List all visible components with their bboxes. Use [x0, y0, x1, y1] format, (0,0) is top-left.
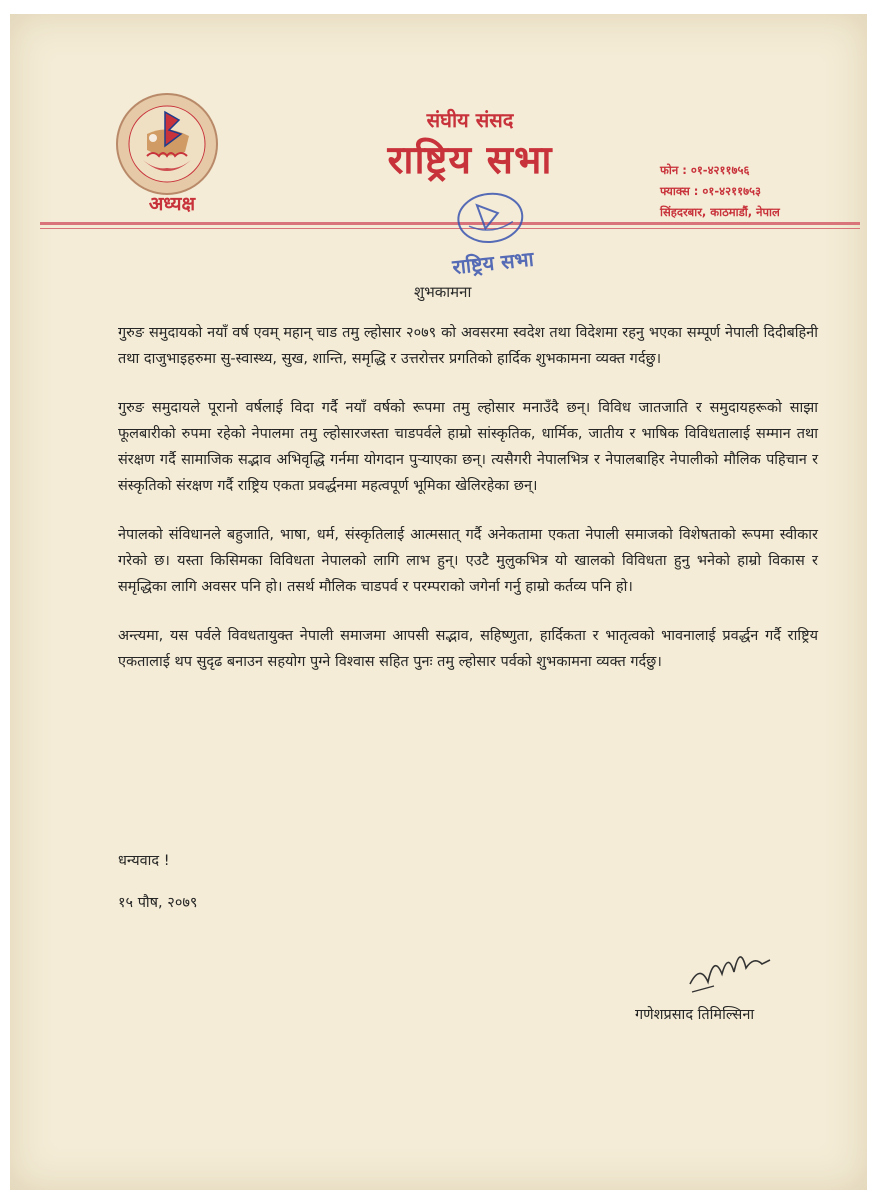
stamp-text: राष्ट्रिय सभा: [451, 246, 535, 280]
letter-body: [118, 320, 818, 698]
phone-number: फोन : ०१-४२११७५६: [660, 163, 750, 177]
letter-subject: शुभकामना: [414, 283, 472, 301]
paragraph: गुरुङ समुदायको नयाँ वर्ष एवम् महान् चाड तमु ल्होसार २०७९ को अवसरमा स्वदेश तथा विदेशमा रहनु भएका सम्पूर्ण नेपाली दिदीबहिनी तथा दाजुभाइहरुमा सु-स्वास्थ्य, सुख, शान्ति, समृद्धि र उत्तरोत्तर प्रगतिको हार्दिक शुभकामना व्यक्त गर्दछु।: [118, 325, 818, 367]
signer-name: गणेशप्रसाद तिमिल्सिना: [635, 1007, 755, 1023]
house-name: राष्ट्रिय सभा: [387, 138, 553, 183]
letter-date: १५ पौष, २०७९: [118, 895, 198, 911]
paragraph: गुरुङ समुदायले पूरानो वर्षलाई विदा गर्दै नयाँ वर्षको रूपमा तमु ल्होसार मनाउँदै छन्। विविध जातजाति र समुदायहरूको साझा फूलबारीको रुपमा रहेको नेपालमा तमु ल्होसारजस्ता चाडपर्वले हाम्रो सांस्कृतिक, धार्मिक, जातीय र भाषिक विविधतालाई सम्मान तथा संरक्षण गर्दै सामाजिक सद्भाव अभिवृद्धि गर्नमा योगदान पुऱ्याएका छन्। त्यसैगरी नेपालभित्र र नेपालबाहिर नेपालीको मौलिक पहिचान र संस्कृतिको संरक्षण गर्दै राष्ट्रिय एकता प्रवर्द्धनमा महत्वपूर्ण भूमिका खेलिरहेका छन्।: [118, 400, 818, 494]
fax-number: फ्याक्स : ०१-४२११७५३: [660, 184, 762, 198]
signature-icon: [670, 934, 790, 1004]
national-assembly-emblem-icon: [113, 90, 221, 198]
contact-block: [660, 160, 860, 223]
official-stamp-icon: [430, 184, 550, 284]
address: सिंहदरबार, काठमाडौं, नेपाल: [660, 205, 780, 219]
letter-sheet: [10, 14, 867, 1190]
office-label: अध्यक्ष: [148, 193, 196, 215]
paragraph: नेपालको संविधानले बहुजाति, भाषा, धर्म, संस्कृतिलाई आत्मसात् गर्दै अनेकतामा एकता नेपाली समाजको विशेषताको रूपमा स्वीकार गरेको छ। यस्ता किसिमका विविधता नेपालको लागि लाभ हुन्। एउटै मुलुकभित्र यो खालको विविधता हुनु भनेको हाम्रो विकास र समृद्धिका लागि अवसर पनि हो। तसर्थ मौलिक चाडपर्व र परम्पराको जगेर्ना गर्नु हाम्रो कर्तव्य पनि हो।: [118, 527, 818, 595]
closing-text: धन्यवाद !: [118, 853, 170, 869]
parliament-name: संघीय संसद: [426, 108, 514, 132]
paragraph: अन्त्यमा, यस पर्वले विवधतायुक्त नेपाली समाजमा आपसी सद्भाव, सहिष्णुता, हार्दिकता र भातृत्वको भावनालाई प्रवर्द्धन गर्दै राष्ट्रिय एकतालाई थप सुदृढ बनाउन सहयोग पुग्ने विश्वास सहित पुनः तमु ल्होसार पर्वको शुभकामना व्यक्त गर्दछु।: [118, 628, 818, 670]
